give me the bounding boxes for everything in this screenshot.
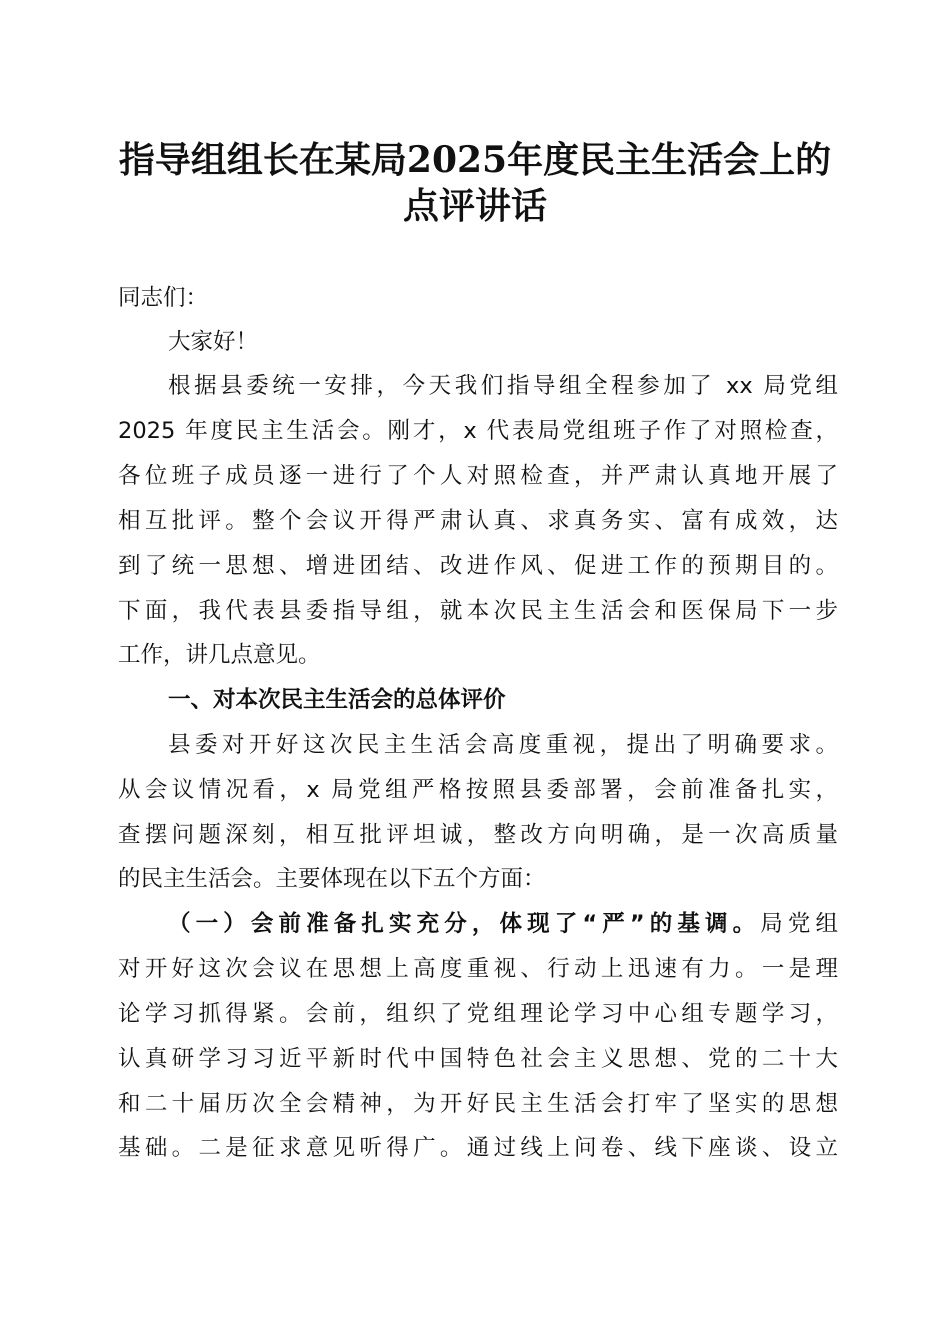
paragraph-line: 工作，讲几点意见。 (118, 642, 321, 668)
paragraph-line: 下面，我代表县委指导组，就本次民主生活会和医保局下一步 (118, 598, 838, 624)
document-title-line-2: 点评讲话 (402, 185, 547, 227)
paragraph-line: 基础。二是征求意见听得广。通过线上问卷、线下座谈、设立 (118, 1135, 838, 1161)
paragraph-line: 各位班子成员逐一进行了个人对照检查，并严肃认真地开展了 (118, 463, 838, 489)
paragraph-line: 对开好这次会议在思想上高度重视、行动上迅速有力。一是理 (118, 956, 838, 982)
sub-heading: （一）会前准备扎实充分，体现了“严”的基调。 (168, 911, 761, 937)
paragraph-line: 到了统一思想、增进团结、改进作风、促进工作的预期目的。 (118, 553, 838, 579)
salutation: 同志们： (118, 285, 209, 311)
paragraph-line: 认真研学习习近平新时代中国特色社会主义思想、党的二十大 (118, 1046, 838, 1072)
paragraph-line: 从会议情况看，x 局党组严格按照县委部署，会前准备扎实， (118, 777, 838, 803)
greeting: 大家好！ (168, 329, 259, 355)
paragraph-line: 和二十届历次全会精神，为开好民主生活会打牢了坚实的思想 (118, 1091, 838, 1117)
paragraph-line: 的民主生活会。主要体现在以下五个方面： (118, 866, 546, 892)
paragraph-line: 根据县委统一安排，今天我们指导组全程参加了 xx 局党组 (168, 373, 838, 399)
document-title-line-1: 指导组组长在某局2025年度民主生活会上的 (118, 139, 832, 181)
section-heading: 一、对本次民主生活会的总体评价 (168, 687, 506, 713)
sub-heading-line (168, 906, 838, 942)
paragraph-line: 论学习抓得紧。会前，组织了党组理论学习中心组专题学习， (118, 1001, 838, 1027)
paragraph-line: 县委对开好这次民主生活会高度重视，提出了明确要求。 (168, 732, 838, 758)
paragraph-line: 查摆问题深刻，相互批评坦诚，整改方向明确，是一次高质量 (118, 822, 838, 848)
paragraph-line: 相互批评。整个会议开得严肃认真、求真务实、富有成效，达 (118, 508, 838, 534)
paragraph-line: 2025 年度民主生活会。刚才，x 代表局党组班子作了对照检查， (118, 418, 838, 444)
sub-heading-tail: 局党组 (760, 911, 838, 937)
